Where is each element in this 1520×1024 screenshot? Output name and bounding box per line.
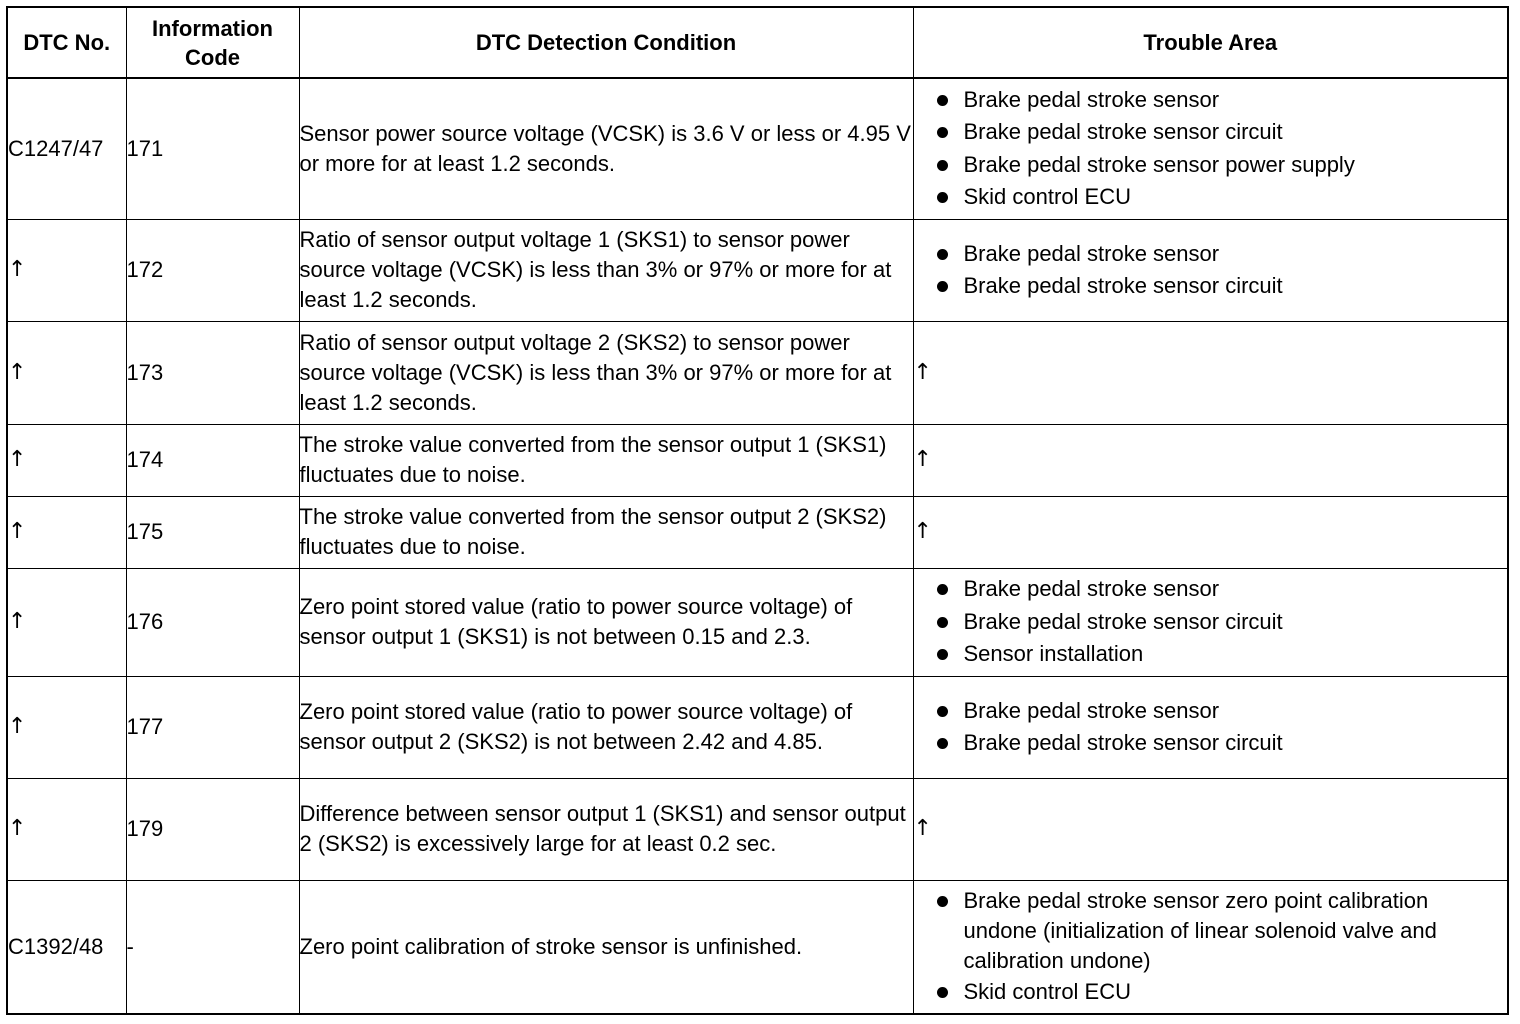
detection-condition: Difference between sensor output 1 (SKS1) and sensor output 2 (SKS2) is excessively large for at least 0.2 sec. xyxy=(299,778,913,880)
information-code: 171 xyxy=(126,78,299,219)
table-row xyxy=(7,424,1508,496)
trouble-area-item: Sensor installation xyxy=(914,638,1508,671)
trouble-area-same-as-above: ↑ xyxy=(913,321,1508,424)
dtc-number-same-as-above: ↑ xyxy=(7,778,126,880)
detection-condition: Sensor power source voltage (VCSK) is 3.6 V or less or 4.95 V or more for at least 1.2 seconds. xyxy=(299,78,913,219)
trouble-area-item: Brake pedal stroke sensor circuit xyxy=(914,606,1508,639)
dtc-number-same-as-above: ↑ xyxy=(7,321,126,424)
table-row xyxy=(7,778,1508,880)
detection-condition: The stroke value converted from the sensor output 1 (SKS1) fluctuates due to noise. xyxy=(299,424,913,496)
table-row xyxy=(7,219,1508,321)
trouble-area-list xyxy=(914,84,1508,214)
information-code: 173 xyxy=(126,321,299,424)
table-row xyxy=(7,676,1508,778)
table-row xyxy=(7,496,1508,568)
header-information-code: Information Code xyxy=(126,7,299,78)
trouble-area xyxy=(913,78,1508,219)
detection-condition: Ratio of sensor output voltage 2 (SKS2) to sensor power source voltage (VCSK) is less than 3% or 97% or more for at least 1.2 seconds. xyxy=(299,321,913,424)
trouble-area-same-as-above: ↑ xyxy=(913,496,1508,568)
trouble-area-item: Brake pedal stroke sensor circuit xyxy=(914,727,1508,760)
trouble-area-list xyxy=(914,573,1508,671)
trouble-area xyxy=(913,568,1508,676)
table-row xyxy=(7,321,1508,424)
trouble-area-item: Brake pedal stroke sensor xyxy=(914,573,1508,606)
trouble-area-list xyxy=(914,886,1508,1009)
header-detection-condition: DTC Detection Condition xyxy=(299,7,913,78)
table-row xyxy=(7,568,1508,676)
trouble-area xyxy=(913,219,1508,321)
trouble-area-item: Brake pedal stroke sensor xyxy=(914,238,1508,271)
information-code: 172 xyxy=(126,219,299,321)
trouble-area-item: Skid control ECU xyxy=(914,976,1508,1009)
header-dtc-no: DTC No. xyxy=(7,7,126,78)
detection-condition: Ratio of sensor output voltage 1 (SKS1) to sensor power source voltage (VCSK) is less than 3% or 97% or more for at least 1.2 seconds. xyxy=(299,219,913,321)
detection-condition: The stroke value converted from the sensor output 2 (SKS2) fluctuates due to noise. xyxy=(299,496,913,568)
trouble-area-item: Brake pedal stroke sensor zero point calibration undone (initialization of linear solenoid valve and calibration undone) xyxy=(914,886,1508,976)
trouble-area-same-as-above: ↑ xyxy=(913,424,1508,496)
trouble-area-item: Skid control ECU xyxy=(914,181,1508,214)
header-row xyxy=(7,7,1508,78)
trouble-area-list xyxy=(914,238,1508,303)
dtc-number-same-as-above: ↑ xyxy=(7,219,126,321)
trouble-area xyxy=(913,880,1508,1014)
detection-condition: Zero point stored value (ratio to power source voltage) of sensor output 2 (SKS2) is not between 2.42 and 4.85. xyxy=(299,676,913,778)
trouble-area xyxy=(913,676,1508,778)
information-code: 174 xyxy=(126,424,299,496)
detection-condition: Zero point calibration of stroke sensor is unfinished. xyxy=(299,880,913,1014)
information-code: 179 xyxy=(126,778,299,880)
trouble-area-item: Brake pedal stroke sensor xyxy=(914,84,1508,117)
information-code: 175 xyxy=(126,496,299,568)
trouble-area-list xyxy=(914,695,1508,760)
dtc-number-same-as-above: ↑ xyxy=(7,496,126,568)
table-row xyxy=(7,880,1508,1014)
dtc-number-same-as-above: ↑ xyxy=(7,676,126,778)
dtc-number-same-as-above: ↑ xyxy=(7,424,126,496)
detection-condition: Zero point stored value (ratio to power source voltage) of sensor output 1 (SKS1) is not between 0.15 and 2.3. xyxy=(299,568,913,676)
dtc-table xyxy=(6,6,1509,1015)
trouble-area-item: Brake pedal stroke sensor circuit xyxy=(914,270,1508,303)
trouble-area-item: Brake pedal stroke sensor circuit xyxy=(914,116,1508,149)
dtc-number: C1392/48 xyxy=(7,880,126,1014)
trouble-area-same-as-above: ↑ xyxy=(913,778,1508,880)
trouble-area-item: Brake pedal stroke sensor xyxy=(914,695,1508,728)
trouble-area-item: Brake pedal stroke sensor power supply xyxy=(914,149,1508,182)
information-code: 177 xyxy=(126,676,299,778)
dtc-number-same-as-above: ↑ xyxy=(7,568,126,676)
information-code: 176 xyxy=(126,568,299,676)
header-trouble-area: Trouble Area xyxy=(913,7,1508,78)
information-code: - xyxy=(126,880,299,1014)
dtc-number: C1247/47 xyxy=(7,78,126,219)
table-row xyxy=(7,78,1508,219)
